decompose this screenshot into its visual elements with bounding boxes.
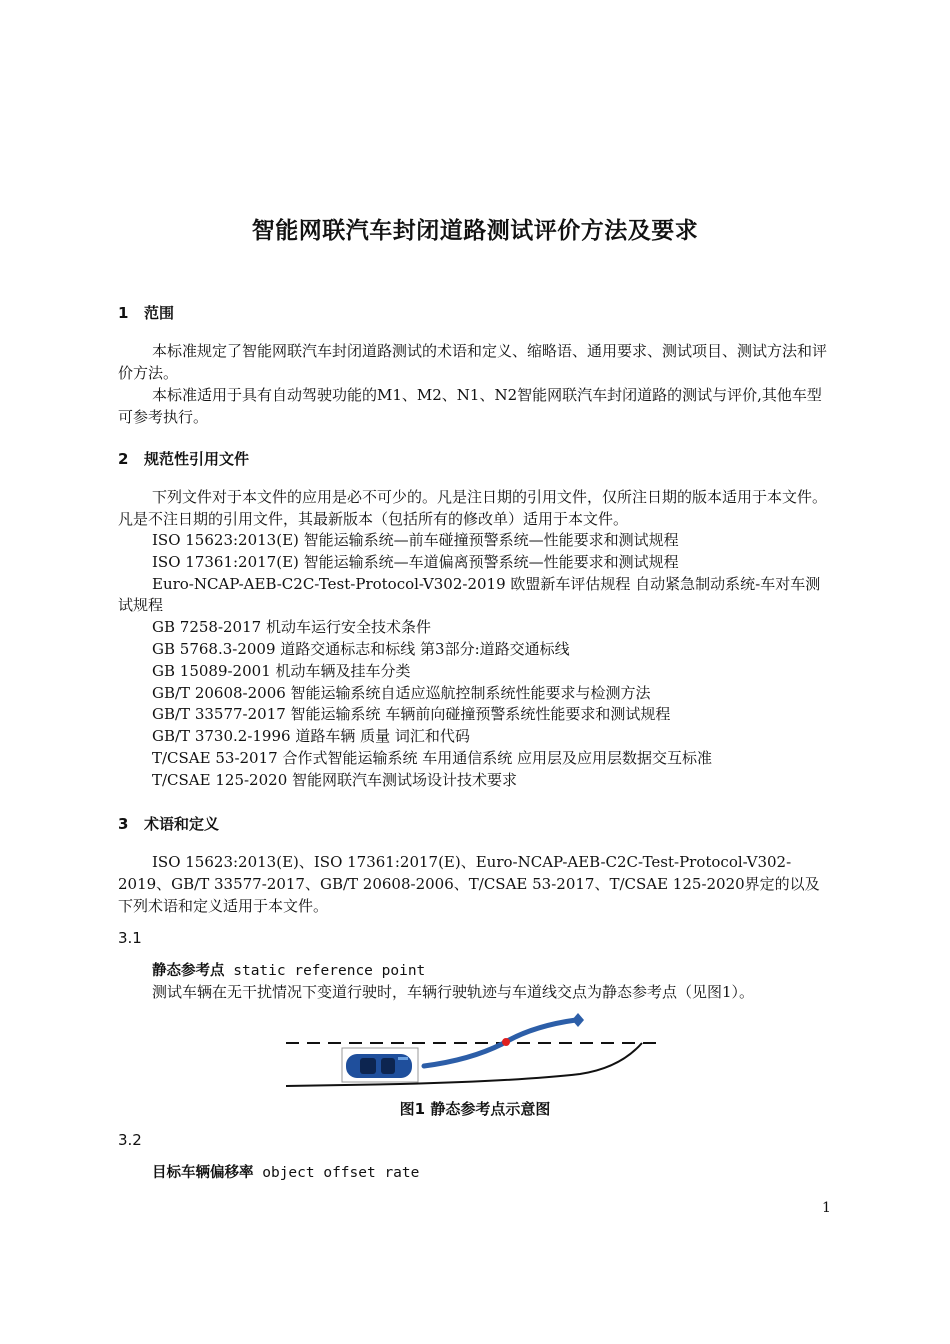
trajectory-arrowhead-icon xyxy=(572,1013,584,1027)
term-chinese: 目标车辆偏移率 xyxy=(152,1165,254,1181)
section-number: 2 xyxy=(118,450,129,468)
section-number: 3 xyxy=(118,815,129,833)
section-title: 术语和定义 xyxy=(144,815,220,833)
reference-list xyxy=(118,530,834,792)
vehicle-trajectory xyxy=(424,1020,576,1066)
reference-item: T/CSAE 125-2020 智能网联汽车测试场设计技术要求 xyxy=(152,770,518,789)
section-3-intro: ISO 15623:2013(E)、ISO 17361:2017(E)、Euro-NCAP-AEB-C2C-Test-Protocol-V302-2019、GB/T 33577-2017、GB/T 20608-2006、T/CSAE 53-2017、T/CSAE 125-2020界定的以及下列术语和定义适用于本文件。 xyxy=(118,853,820,915)
static-reference-point-marker xyxy=(502,1038,510,1046)
page-number: 1 xyxy=(822,1200,831,1216)
term-english: static reference point xyxy=(233,963,426,979)
reference-item: ISO 15623:2013(E) 智能运输系统—前车碰撞预警系统—性能要求和测试规程 xyxy=(152,531,679,549)
reference-item: GB 7258-2017 机动车运行安全技术条件 xyxy=(152,618,431,637)
reference-item: GB/T 3730.2-1996 道路车辆 质量 词汇和代码 xyxy=(152,727,470,746)
term-chinese: 静态参考点 xyxy=(152,963,225,979)
reference-item: GB/T 20608-2006 智能运输系统自适应巡航控制系统性能要求与检测方法 xyxy=(152,683,651,702)
reference-item: Euro-NCAP-AEB-C2C-Test-Protocol-V302-2019 欧盟新车评估规程 自动紧急制动系统-车对车测试规程 xyxy=(118,574,821,615)
section-1-paragraph-2: 本标准适用于具有自动驾驶功能的M1、M2、N1、N2智能网联汽车封闭道路的测试与评价,其他车型可参考执行。 xyxy=(118,386,822,426)
reference-item: T/CSAE 53-2017 合作式智能运输系统 车用通信系统 应用层及应用层数据交互标准 xyxy=(152,748,712,767)
term-3-2 xyxy=(152,1161,419,1182)
reference-item: GB 15089-2001 机动车辆及挂车分类 xyxy=(152,661,411,680)
reference-item: ISO 17361:2017(E) 智能运输系统—车道偏离预警系统—性能要求和测试规程 xyxy=(152,552,679,571)
figure-1 xyxy=(280,1010,670,1096)
road-edge-line xyxy=(286,1043,642,1086)
static-reference-point-diagram xyxy=(280,1010,670,1092)
reference-item: GB 5768.3-2009 道路交通标志和标线 第3部分:道路交通标线 xyxy=(152,639,570,658)
clause-number: 3.2 xyxy=(118,1131,142,1149)
reference-item: GB/T 33577-2017 智能运输系统 车辆前向碰撞预警系统性能要求和测试规程 xyxy=(152,705,671,724)
vehicle-icon xyxy=(346,1054,412,1078)
section-2-heading xyxy=(118,448,249,469)
section-title: 规范性引用文件 xyxy=(144,450,250,468)
term-english: object offset rate xyxy=(262,1165,420,1181)
document-title: 智能网联汽车封闭道路测试评价方法及要求 xyxy=(251,218,699,244)
section-2-intro: 下列文件对于本文件的应用是必不可少的。凡是注日期的引用文件，仅所注日期的版本适用于本文件。凡是不注日期的引用文件，其最新版本（包括所有的修改单）适用于本文件。 xyxy=(118,488,828,528)
section-title: 范围 xyxy=(144,304,175,322)
term-3-1 xyxy=(152,959,425,980)
section-number: 1 xyxy=(118,304,129,322)
section-1-heading xyxy=(118,302,174,323)
term-3-1-definition: 测试车辆在无干扰情况下变道行驶时，车辆行驶轨迹与车道线交点为静态参考点（见图1）。 xyxy=(152,983,755,1001)
figure-1-caption: 图1 静态参考点示意图 xyxy=(399,1100,551,1118)
section-1-paragraph-1: 本标准规定了智能网联汽车封闭道路测试的术语和定义、缩略语、通用要求、测试项目、测试方法和评价方法。 xyxy=(118,342,828,382)
section-3-heading xyxy=(118,813,219,834)
clause-number: 3.1 xyxy=(118,929,142,947)
